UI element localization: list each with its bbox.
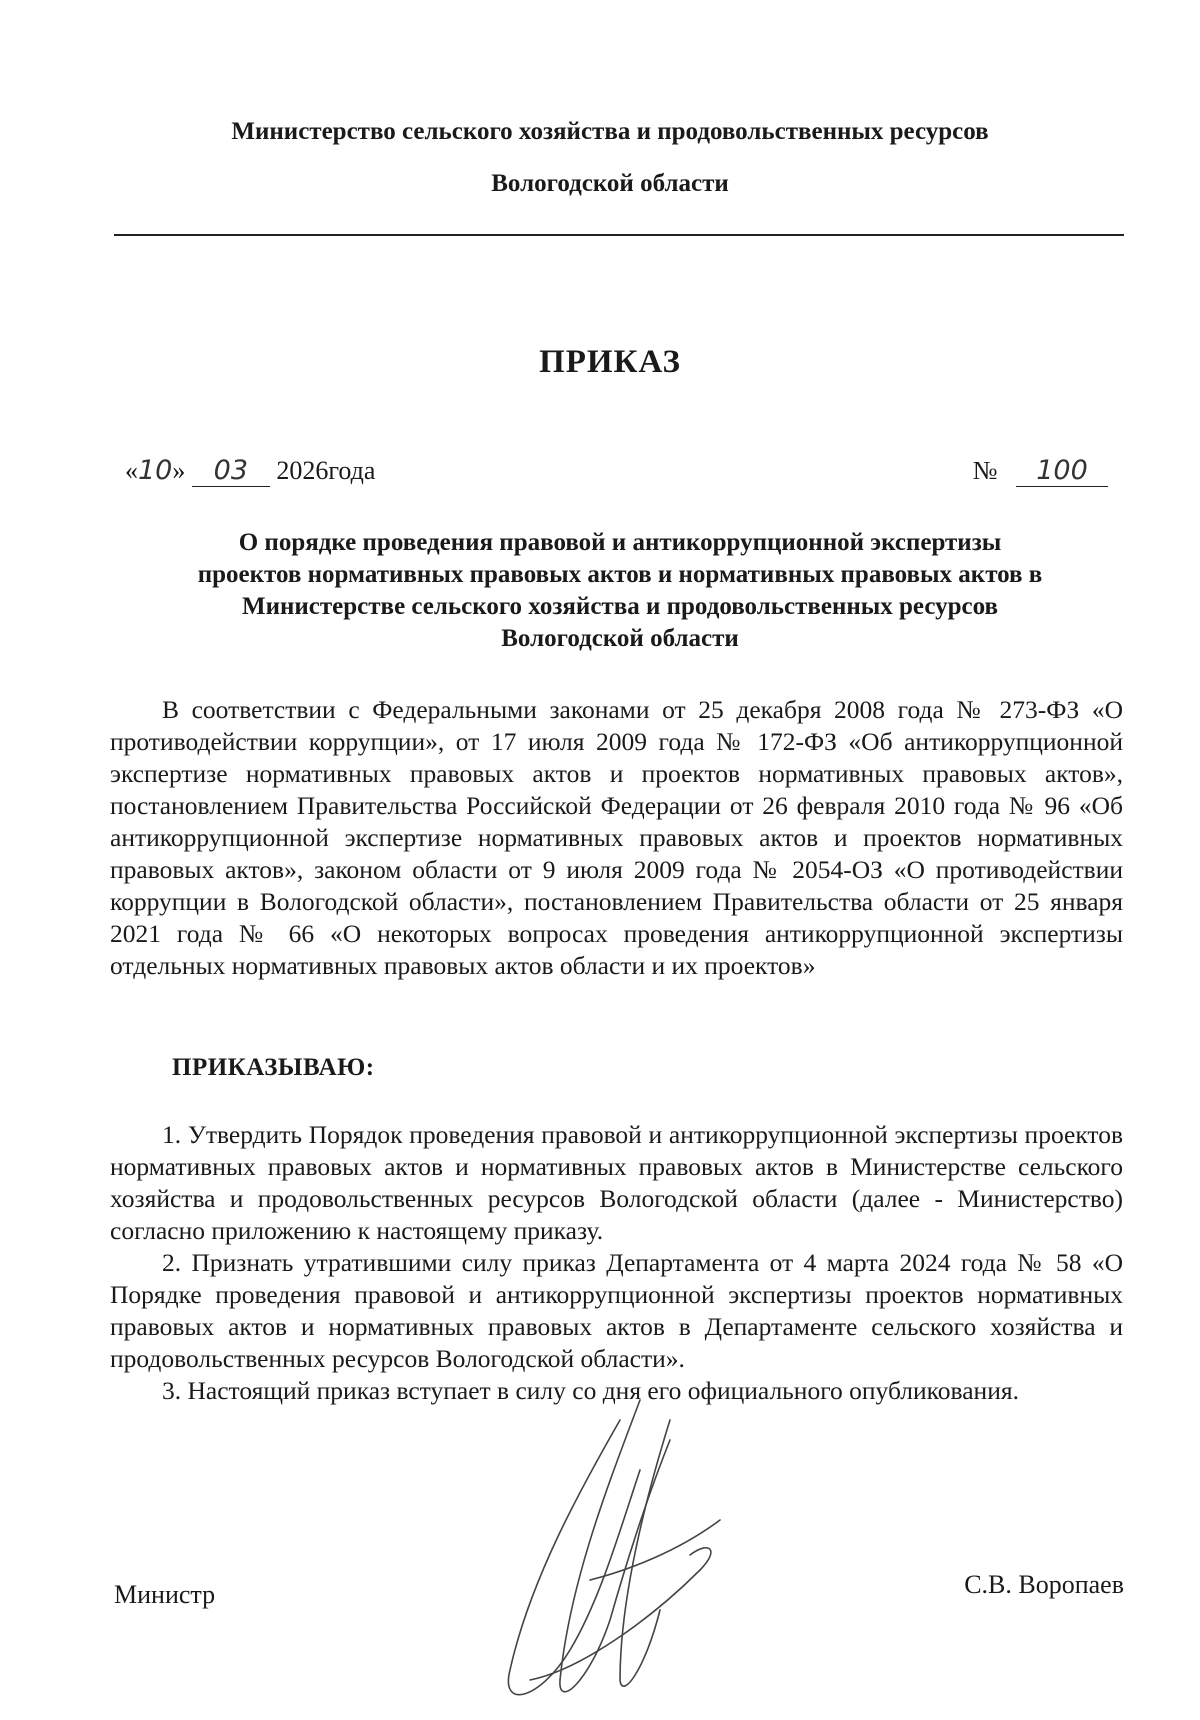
subject-line: проектов нормативных правовых актов и нормативных правовых актов в bbox=[197, 561, 1043, 588]
subject-line: Вологодской области bbox=[501, 625, 739, 652]
document-number bbox=[973, 455, 1108, 487]
ministry-name: Министерство сельского хозяйства и продовольственных ресурсов bbox=[231, 118, 989, 145]
number-label: № bbox=[972, 456, 998, 485]
date-year: 2026 bbox=[276, 456, 329, 485]
document-title: ПРИКАЗ bbox=[539, 344, 681, 380]
signatory-name: С.В. Воропаев bbox=[964, 1570, 1124, 1599]
subject-line: Министерстве сельского хозяйства и продовольственных ресурсов bbox=[242, 593, 998, 620]
date-day: 10 bbox=[138, 455, 173, 486]
subject-line: О порядке проведения правовой и антикоррупционной экспертизы bbox=[238, 529, 1002, 556]
number-value: 100 bbox=[1036, 455, 1088, 486]
date-close-quote: » bbox=[172, 456, 186, 485]
date-year-suffix: года bbox=[328, 456, 376, 485]
order-item-3: 3. Настоящий приказ вступает в силу со дня его официального опубликования. bbox=[162, 1376, 1019, 1405]
signatory-position: Министр bbox=[114, 1580, 216, 1609]
preamble-text: В соответствии с Федеральными законами от 25 декабря 2008 года № 273-ФЗ «О противодействии коррупции», от 17 июля 2009 года № 172-ФЗ «Об антикоррупционной экспертизе нормативных правовых актов и проектов нормативных правовых актов», постановлением Правительства Российской Федерации от 26 февраля 2010 года № 96 «Об антикоррупционной экспертизе нормативных правовых актов и проектов нормативных правовых актов», законом области от 9 июля 2009 года № 2054-ОЗ «О противодействии коррупции в Вологодской области», постановлением Правительства области от 25 января 2021 года № 66 «О некоторых вопросах проведения антикоррупционной экспертизы отдельных нормативных правовых актов области и их проектов» bbox=[110, 695, 1123, 980]
date-line bbox=[125, 455, 375, 487]
order-item-1: 1. Утвердить Порядок проведения правовой и антикоррупционной экспертизы проектов нормативных правовых актов и нормативных правовых актов в Министерстве сельского хозяйства и продовольственных ресурсов Вологодской области (далее - Министерство) согласно приложению к настоящему приказу. bbox=[110, 1120, 1123, 1245]
date-open-quote: « bbox=[125, 456, 138, 485]
region-name: Вологодской области bbox=[491, 170, 729, 197]
order-item-2: 2. Признать утратившими силу приказ Департамента от 4 марта 2024 года № 58 «О Порядке проведения правовой и антикоррупционной экспертизы проектов нормативных правовых актов и нормативных правовых актов в Департаменте сельского хозяйства и продовольственных ресурсов Вологодской области». bbox=[110, 1248, 1123, 1373]
document-subject bbox=[110, 527, 1130, 655]
preamble bbox=[110, 694, 1123, 982]
order-items bbox=[110, 1119, 1123, 1407]
number-field bbox=[1016, 455, 1108, 487]
date-month: 03 bbox=[213, 455, 249, 486]
date-month-field bbox=[192, 455, 270, 487]
order-word: ПРИКАЗЫВАЮ: bbox=[172, 1054, 375, 1081]
header-divider bbox=[114, 234, 1124, 236]
handwritten-signature bbox=[470, 1380, 770, 1720]
